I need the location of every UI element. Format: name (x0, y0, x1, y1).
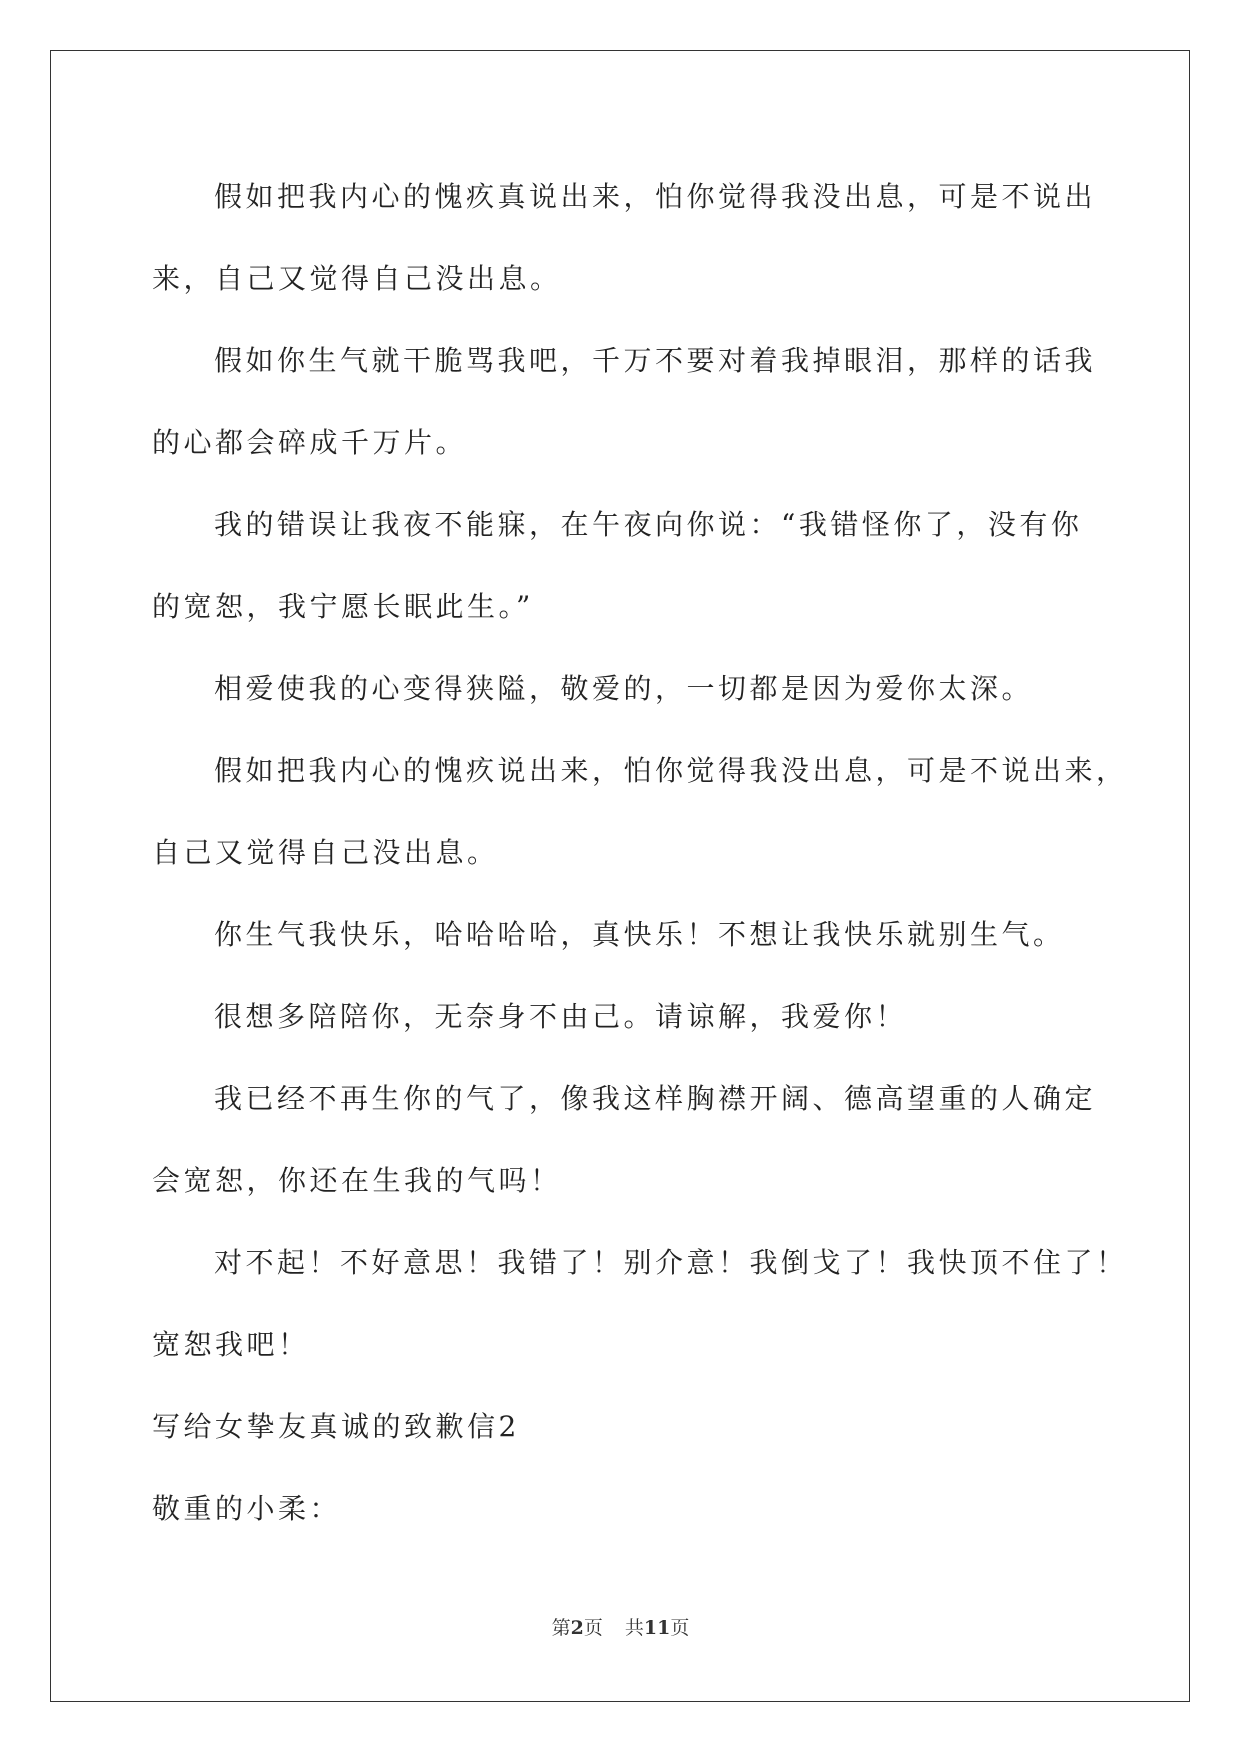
total-prefix: 共 (624, 1617, 644, 1639)
paragraph-line: 我的错误让我夜不能寐，在午夜向你说：“我错怪你了，没有你 (214, 508, 1083, 541)
paragraph-line: 会宽恕，你还在生我的气吗！ (152, 1164, 562, 1197)
paragraph-line: 的宽恕，我宁愿长眠此生。” (152, 590, 534, 623)
paragraph-line: 自己又觉得自己没出息。 (152, 836, 499, 869)
paragraph-line: 宽恕我吧！ (152, 1328, 310, 1361)
total-pages: 11 (643, 1617, 671, 1639)
paragraph-line: 假如你生气就干脆骂我吧，千万不要对着我掉眼泪，那样的话我 (214, 344, 1097, 377)
total-unit: 页 (670, 1617, 690, 1639)
page-prefix: 第 (551, 1617, 571, 1639)
paragraph-line: 的心都会碎成千万片。 (152, 426, 468, 459)
section-title: 写给女挚友真诚的致歉信2 (152, 1410, 520, 1443)
page-footer (0, 1616, 1241, 1640)
page-number: 2 (570, 1617, 584, 1639)
document-body (152, 156, 1128, 1550)
paragraph-line: 假如把我内心的愧疚说出来，怕你觉得我没出息，可是不说出来， (214, 754, 1128, 787)
page-unit: 页 (583, 1617, 603, 1639)
paragraph-line: 很想多陪陪你，无奈身不由己。请谅解，我爱你！ (214, 1000, 908, 1033)
paragraph-line: 相爱使我的心变得狭隘，敬爱的，一切都是因为爱你太深。 (214, 672, 1034, 705)
paragraph-line: 对不起！不好意思！我错了！别介意！我倒戈了！我快顶不住了！ (214, 1246, 1128, 1279)
paragraph-line: 我已经不再生你的气了，像我这样胸襟开阔、德高望重的人确定 (214, 1082, 1097, 1115)
salutation: 敬重的小柔： (152, 1492, 342, 1525)
paragraph-line: 来，自己又觉得自己没出息。 (152, 262, 562, 295)
paragraph-line: 假如把我内心的愧疚真说出来，怕你觉得我没出息，可是不说出 (214, 180, 1097, 213)
paragraph-line: 你生气我快乐，哈哈哈哈，真快乐！不想让我快乐就别生气。 (214, 918, 1065, 951)
